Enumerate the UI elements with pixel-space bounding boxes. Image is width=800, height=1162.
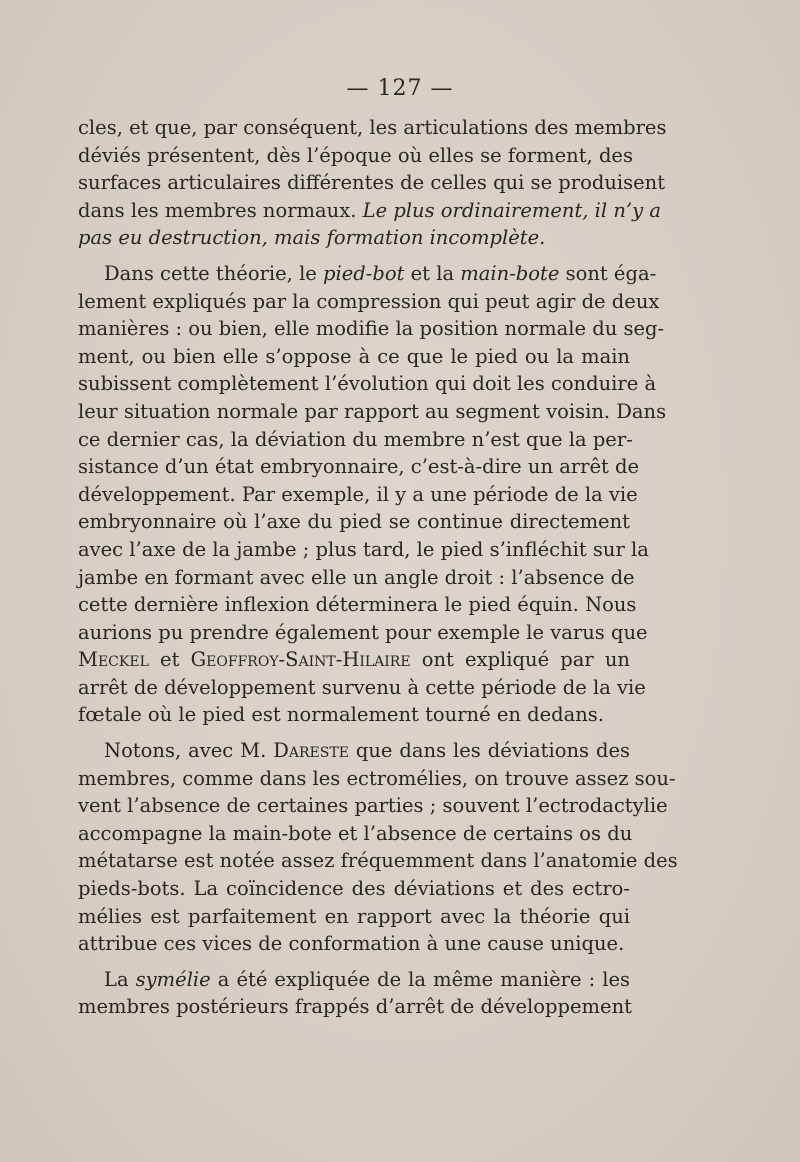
text-line xyxy=(78,260,657,288)
text-line xyxy=(78,737,630,765)
text-line xyxy=(78,765,676,793)
italic-text: Le plus ordinairement, il n’y a xyxy=(362,198,661,222)
text-line xyxy=(78,536,649,564)
text-run: fœtale où le pied est normalement tourné en dedans. xyxy=(78,703,605,727)
paragraph-gap xyxy=(78,729,630,737)
text-line xyxy=(78,993,630,1021)
text-run: déviés présentent, dès l’époque où elles se forment, des xyxy=(78,143,633,167)
text-line xyxy=(78,288,660,316)
text-line xyxy=(78,875,630,903)
paragraph xyxy=(78,114,667,252)
text-line xyxy=(78,930,630,958)
text-line xyxy=(78,646,630,674)
text-run: subissent complètement l’évolution qui doit les conduire à xyxy=(78,372,657,396)
text-run: La xyxy=(104,967,136,991)
text-run: membres postérieurs frappés d’arrêt de développement xyxy=(78,995,632,1019)
text-run: membres, comme dans les ectromélies, on trouve assez sou- xyxy=(78,766,676,790)
text-run: mélies est parfaitement en rapport avec la théorie qui xyxy=(78,904,630,928)
text-line xyxy=(78,343,630,371)
text-run: que dans les déviations des xyxy=(348,739,631,763)
text-run: aurions pu prendre également pour exemple le varus que xyxy=(78,620,648,644)
text-line xyxy=(78,224,630,252)
paragraph-gap xyxy=(78,252,630,260)
text-run: et xyxy=(148,648,191,672)
text-run: a été expliquée de la même manière : les xyxy=(210,967,630,991)
text-line xyxy=(78,619,648,647)
italic-text: pas eu destruction, mais formation incomplète. xyxy=(78,226,546,250)
text-line xyxy=(78,315,665,343)
text-line xyxy=(78,370,657,398)
text-line xyxy=(78,508,630,536)
text-line xyxy=(78,903,630,931)
text-line xyxy=(78,674,646,702)
text-line xyxy=(78,701,630,729)
body-text xyxy=(78,114,678,1021)
text-run: ment, ou bien elle s’oppose à ce que le pied ou la main xyxy=(78,344,630,368)
text-run: cette dernière inflexion déterminera le pied équin. Nous xyxy=(78,593,637,617)
text-line xyxy=(78,398,667,426)
text-run: surfaces articulaires différentes de celles qui se produisent xyxy=(78,171,666,195)
text-run: vent l’absence de certaines parties ; souvent l’ectrodactylie xyxy=(78,794,668,818)
author-name: Meckel xyxy=(78,648,149,672)
text-run: sistance d’un état embryonnaire, c’est-à-dire un arrêt de xyxy=(78,455,640,479)
text-line xyxy=(78,169,666,197)
text-run: dans les membres normaux. xyxy=(78,198,363,222)
text-run: lement expliqués par la compression qui peut agir de deux xyxy=(78,289,660,313)
author-name: Dareste xyxy=(273,739,349,763)
text-run: sont éga- xyxy=(559,261,657,285)
text-run: attribue ces vices de conformation à une cause unique. xyxy=(78,932,625,956)
author-name: Geoffroy-Saint-Hilaire xyxy=(190,648,411,672)
text-line xyxy=(78,792,668,820)
text-line xyxy=(78,426,633,454)
text-run: Dans cette théorie, le xyxy=(104,261,324,285)
text-line xyxy=(78,966,630,994)
text-line xyxy=(78,591,637,619)
text-run: ont expliqué par un xyxy=(410,648,630,672)
italic-text: main-bote xyxy=(460,261,560,285)
text-line xyxy=(78,197,661,225)
paragraph-gap xyxy=(78,958,630,966)
text-line xyxy=(78,847,678,875)
text-run: métatarse est notée assez fréquemment dans l’anatomie des xyxy=(78,849,678,873)
text-run: arrêt de développement survenu à cette période de la vie xyxy=(78,675,646,699)
text-run: et la xyxy=(404,261,461,285)
paragraph xyxy=(78,966,630,1021)
text-run: cles, et que, par conséquent, les articulations des membres xyxy=(78,116,667,139)
text-line xyxy=(78,820,633,848)
text-line xyxy=(78,114,667,142)
text-run: accompagne la main-bote et l’absence de certains os du xyxy=(78,821,633,845)
italic-text: symélie xyxy=(135,967,211,991)
page-number: — 127 — xyxy=(346,76,454,101)
paragraph xyxy=(78,737,678,958)
text-run: Notons, avec M. xyxy=(104,739,274,763)
text-run: manières : ou bien, elle modifie la position normale du seg- xyxy=(78,317,665,341)
text-run: ce dernier cas, la déviation du membre n’est que la per- xyxy=(78,427,633,451)
text-run: pieds-bots. La coïncidence des déviations et des ectro- xyxy=(78,877,630,901)
text-line xyxy=(78,142,633,170)
text-run: leur situation normale par rapport au segment voisin. Dans xyxy=(78,399,667,423)
text-line xyxy=(78,453,640,481)
text-run: avec l’axe de la jambe ; plus tard, le pied s’infléchit sur la xyxy=(78,537,649,561)
text-line xyxy=(78,564,635,592)
text-run: développement. Par exemple, il y a une période de la vie xyxy=(78,482,638,506)
italic-text: pied-bot xyxy=(323,261,405,285)
text-line xyxy=(78,481,638,509)
text-run: embryonnaire où l’axe du pied se continue directement xyxy=(78,510,630,534)
paragraph xyxy=(78,260,667,729)
text-run: jambe en formant avec elle un angle droit : l’absence de xyxy=(78,565,635,589)
